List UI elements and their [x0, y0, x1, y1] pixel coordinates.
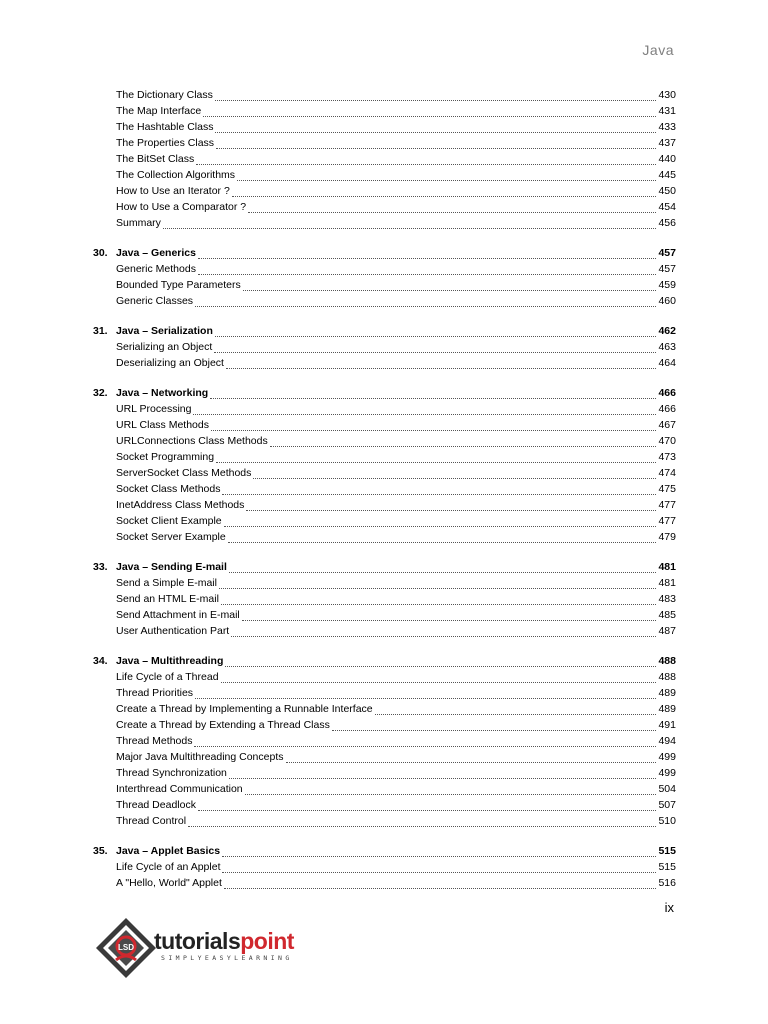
dot-leader — [225, 656, 656, 667]
dot-leader — [215, 90, 657, 101]
dot-leader — [222, 862, 656, 873]
entry-title: A "Hello, World" Applet — [116, 877, 222, 889]
entry-title: Socket Programming — [116, 451, 215, 463]
entry-page: 477 — [658, 515, 676, 527]
dot-leader — [226, 358, 657, 369]
entry-title: Create a Thread by Extending a Thread Class — [116, 719, 330, 731]
toc-entry[interactable] — [0, 481, 676, 497]
entry-page: 473 — [658, 451, 676, 463]
toc-entry[interactable] — [0, 623, 676, 639]
dot-leader — [270, 436, 657, 447]
chapter-page: 488 — [658, 655, 676, 667]
entry-title: Socket Server Example — [116, 531, 226, 543]
entry-title: Bounded Type Parameters — [116, 279, 241, 291]
entry-title: Life Cycle of a Thread — [116, 671, 219, 683]
toc-entry[interactable] — [0, 813, 676, 829]
entry-title: How to Use an Iterator ? — [116, 185, 230, 197]
toc-entry[interactable] — [0, 497, 676, 513]
entry-title: User Authentication Part — [116, 625, 230, 637]
dot-leader — [229, 768, 657, 779]
chapter-title: Java – Applet Basics — [116, 845, 221, 857]
toc-entry[interactable] — [0, 781, 676, 797]
entry-page: 487 — [658, 625, 676, 637]
toc-entry[interactable] — [0, 607, 676, 623]
dot-leader — [221, 594, 657, 605]
toc-entry[interactable] — [0, 183, 676, 199]
toc-entry[interactable] — [0, 591, 676, 607]
dot-leader — [188, 816, 656, 827]
dot-leader — [219, 578, 657, 589]
page-number: ix — [664, 900, 674, 915]
entry-title: The BitSet Class — [116, 153, 195, 165]
entry-title: Interthread Communication — [116, 783, 243, 795]
dot-leader — [216, 452, 656, 463]
entry-page: 504 — [658, 783, 676, 795]
dot-leader — [203, 106, 656, 117]
entry-page: 507 — [658, 799, 676, 811]
dot-leader — [163, 218, 657, 229]
dot-leader — [228, 532, 657, 543]
logo-word-tutorials: tutorials — [154, 928, 241, 954]
toc-entry[interactable] — [0, 765, 676, 781]
dot-leader — [332, 720, 657, 731]
entry-title: The Collection Algorithms — [116, 169, 236, 181]
toc-entry[interactable] — [0, 293, 676, 309]
toc-chapter — [0, 87, 768, 231]
entry-page: 510 — [658, 815, 676, 827]
entry-page: 491 — [658, 719, 676, 731]
entry-title: URL Processing — [116, 403, 192, 415]
entry-title: ServerSocket Class Methods — [116, 467, 252, 479]
entry-title: The Properties Class — [116, 137, 215, 149]
entry-title: URLConnections Class Methods — [116, 435, 268, 447]
dot-leader — [194, 736, 656, 747]
toc-entry[interactable] — [0, 87, 676, 103]
chapter-page: 466 — [658, 387, 676, 399]
entry-page: 516 — [658, 877, 676, 889]
entry-page: 488 — [658, 671, 676, 683]
entry-page: 499 — [658, 767, 676, 779]
table-of-contents — [0, 87, 768, 905]
dot-leader — [211, 420, 656, 431]
chapter-page: 481 — [658, 561, 676, 573]
toc-entry[interactable] — [0, 733, 676, 749]
toc-entry[interactable] — [0, 261, 676, 277]
entry-page: 454 — [658, 201, 676, 213]
toc-entry[interactable] — [0, 669, 676, 685]
entry-page: 456 — [658, 217, 676, 229]
entry-page: 433 — [658, 121, 676, 133]
entry-page: 494 — [658, 735, 676, 747]
dot-leader — [216, 138, 656, 149]
entry-title: The Hashtable Class — [116, 121, 214, 133]
dot-leader — [375, 704, 657, 715]
dot-leader — [210, 388, 656, 399]
toc-entry[interactable] — [0, 199, 676, 215]
chapter-page: 462 — [658, 325, 676, 337]
entry-page: 464 — [658, 357, 676, 369]
toc-chapter-heading[interactable] — [0, 843, 676, 859]
dot-leader — [248, 202, 656, 213]
chapter-number: 35. — [93, 845, 108, 857]
entry-page: 475 — [658, 483, 676, 495]
toc-entry[interactable] — [0, 717, 676, 733]
toc-chapter — [0, 385, 768, 545]
entry-page: 485 — [658, 609, 676, 621]
entry-page: 467 — [658, 419, 676, 431]
entry-page: 477 — [658, 499, 676, 511]
entry-page: 499 — [658, 751, 676, 763]
dot-leader — [253, 468, 656, 479]
toc-chapter-heading[interactable] — [0, 385, 676, 401]
dot-leader — [196, 154, 656, 165]
entry-title: URL Class Methods — [116, 419, 209, 431]
chapter-number: 31. — [93, 325, 108, 337]
toc-chapter-heading[interactable] — [0, 323, 676, 339]
dot-leader — [221, 672, 657, 683]
toc-entry[interactable] — [0, 135, 676, 151]
toc-entry[interactable] — [0, 797, 676, 813]
toc-entry[interactable] — [0, 119, 676, 135]
entry-title: The Map Interface — [116, 105, 202, 117]
entry-title: Generic Classes — [116, 295, 194, 307]
chapter-title: Java – Generics — [116, 247, 196, 259]
toc-entry[interactable] — [0, 339, 676, 355]
entry-title: Send a Simple E-mail — [116, 577, 217, 589]
dot-leader — [231, 626, 656, 637]
entry-title: Serializing an Object — [116, 341, 213, 353]
entry-title: InetAddress Class Methods — [116, 499, 245, 511]
entry-title: Create a Thread by Implementing a Runnable Interface — [116, 703, 373, 715]
chapter-page: 515 — [658, 845, 676, 857]
toc-entry[interactable] — [0, 215, 676, 231]
toc-chapter — [0, 843, 768, 891]
dot-leader — [242, 610, 657, 621]
entry-title: Send Attachment in E-mail — [116, 609, 240, 621]
dot-leader — [286, 752, 657, 763]
entry-title: Deserializing an Object — [116, 357, 224, 369]
entry-page: 437 — [658, 137, 676, 149]
entry-title: Thread Deadlock — [116, 799, 196, 811]
entry-page: 430 — [658, 89, 676, 101]
entry-page: 474 — [658, 467, 676, 479]
entry-page: 445 — [658, 169, 676, 181]
toc-chapter — [0, 323, 768, 371]
entry-title: Generic Methods — [116, 263, 196, 275]
dot-leader — [195, 688, 656, 699]
entry-title: Socket Client Example — [116, 515, 222, 527]
entry-title: Thread Priorities — [116, 687, 194, 699]
entry-title: Summary — [116, 217, 161, 229]
entry-page: 431 — [658, 105, 676, 117]
entry-page: 481 — [658, 577, 676, 589]
entry-title: Socket Class Methods — [116, 483, 221, 495]
toc-entry[interactable] — [0, 529, 676, 545]
entry-page: 515 — [658, 861, 676, 873]
dot-leader — [224, 878, 657, 889]
toc-entry[interactable] — [0, 749, 676, 765]
dot-leader — [215, 122, 656, 133]
dot-leader — [222, 846, 656, 857]
entry-title: Thread Synchronization — [116, 767, 227, 779]
logo-diamond-icon — [94, 916, 158, 980]
dot-leader — [198, 800, 657, 811]
chapter-title: Java – Serialization — [116, 325, 213, 337]
chapter-title: Java – Multithreading — [116, 655, 224, 667]
entry-page: 479 — [658, 531, 676, 543]
entry-page: 483 — [658, 593, 676, 605]
entry-page: 466 — [658, 403, 676, 415]
toc-chapter-heading[interactable] — [0, 245, 676, 261]
toc-entry[interactable] — [0, 103, 676, 119]
entry-title: The Dictionary Class — [116, 89, 213, 101]
toc-entry[interactable] — [0, 355, 676, 371]
toc-entry[interactable] — [0, 277, 676, 293]
dot-leader — [214, 342, 656, 353]
toc-entry[interactable] — [0, 401, 676, 417]
dot-leader — [224, 516, 657, 527]
toc-entry[interactable] — [0, 151, 676, 167]
entry-page: 459 — [658, 279, 676, 291]
toc-entry[interactable] — [0, 685, 676, 701]
dot-leader — [246, 500, 656, 511]
entry-title: Thread Methods — [116, 735, 193, 747]
entry-title: Life Cycle of an Applet — [116, 861, 221, 873]
toc-chapter-heading[interactable] — [0, 559, 676, 575]
toc-chapter-heading[interactable] — [0, 653, 676, 669]
chapter-number: 33. — [93, 561, 108, 573]
logo-tagline: SIMPLYEASYLEARNING — [161, 954, 293, 962]
entry-page: 457 — [658, 263, 676, 275]
chapter-number: 34. — [93, 655, 108, 667]
entry-page: 463 — [658, 341, 676, 353]
entry-page: 460 — [658, 295, 676, 307]
logo-wordmark — [154, 928, 294, 955]
toc-entry[interactable] — [0, 701, 676, 717]
dot-leader — [215, 326, 657, 337]
chapter-number: 30. — [93, 247, 108, 259]
entry-page: 489 — [658, 703, 676, 715]
entry-title: Major Java Multithreading Concepts — [116, 751, 284, 763]
entry-title: Thread Control — [116, 815, 187, 827]
toc-entry[interactable] — [0, 859, 676, 875]
entry-page: 489 — [658, 687, 676, 699]
toc-entry[interactable] — [0, 449, 676, 465]
chapter-number: 32. — [93, 387, 108, 399]
chapter-title: Java – Sending E-mail — [116, 561, 227, 573]
toc-entry[interactable] — [0, 875, 676, 891]
dot-leader — [193, 404, 656, 415]
dot-leader — [229, 562, 657, 573]
logo-word-point: point — [240, 928, 294, 954]
toc-chapter — [0, 559, 768, 639]
dot-leader — [198, 248, 656, 259]
tutorialspoint-logo — [94, 916, 334, 980]
dot-leader — [195, 296, 656, 307]
toc-entry[interactable] — [0, 167, 676, 183]
chapter-title: Java – Networking — [116, 387, 209, 399]
toc-entry[interactable] — [0, 513, 676, 529]
entry-page: 470 — [658, 435, 676, 447]
entry-title: How to Use a Comparator ? — [116, 201, 247, 213]
svg-text:LSD: LSD — [118, 943, 134, 952]
toc-entry[interactable] — [0, 575, 676, 591]
dot-leader — [198, 264, 657, 275]
entry-page: 440 — [658, 153, 676, 165]
dot-leader — [232, 186, 657, 197]
dot-leader — [245, 784, 657, 795]
toc-entry[interactable] — [0, 433, 676, 449]
toc-entry[interactable] — [0, 465, 676, 481]
dot-leader — [237, 170, 656, 181]
toc-chapter — [0, 245, 768, 309]
chapter-page: 457 — [658, 247, 676, 259]
toc-entry[interactable] — [0, 417, 676, 433]
dot-leader — [243, 280, 657, 291]
page-header-title: Java — [642, 42, 674, 58]
dot-leader — [222, 484, 656, 495]
entry-title: Send an HTML E-mail — [116, 593, 219, 605]
toc-chapter — [0, 653, 768, 829]
entry-page: 450 — [658, 185, 676, 197]
